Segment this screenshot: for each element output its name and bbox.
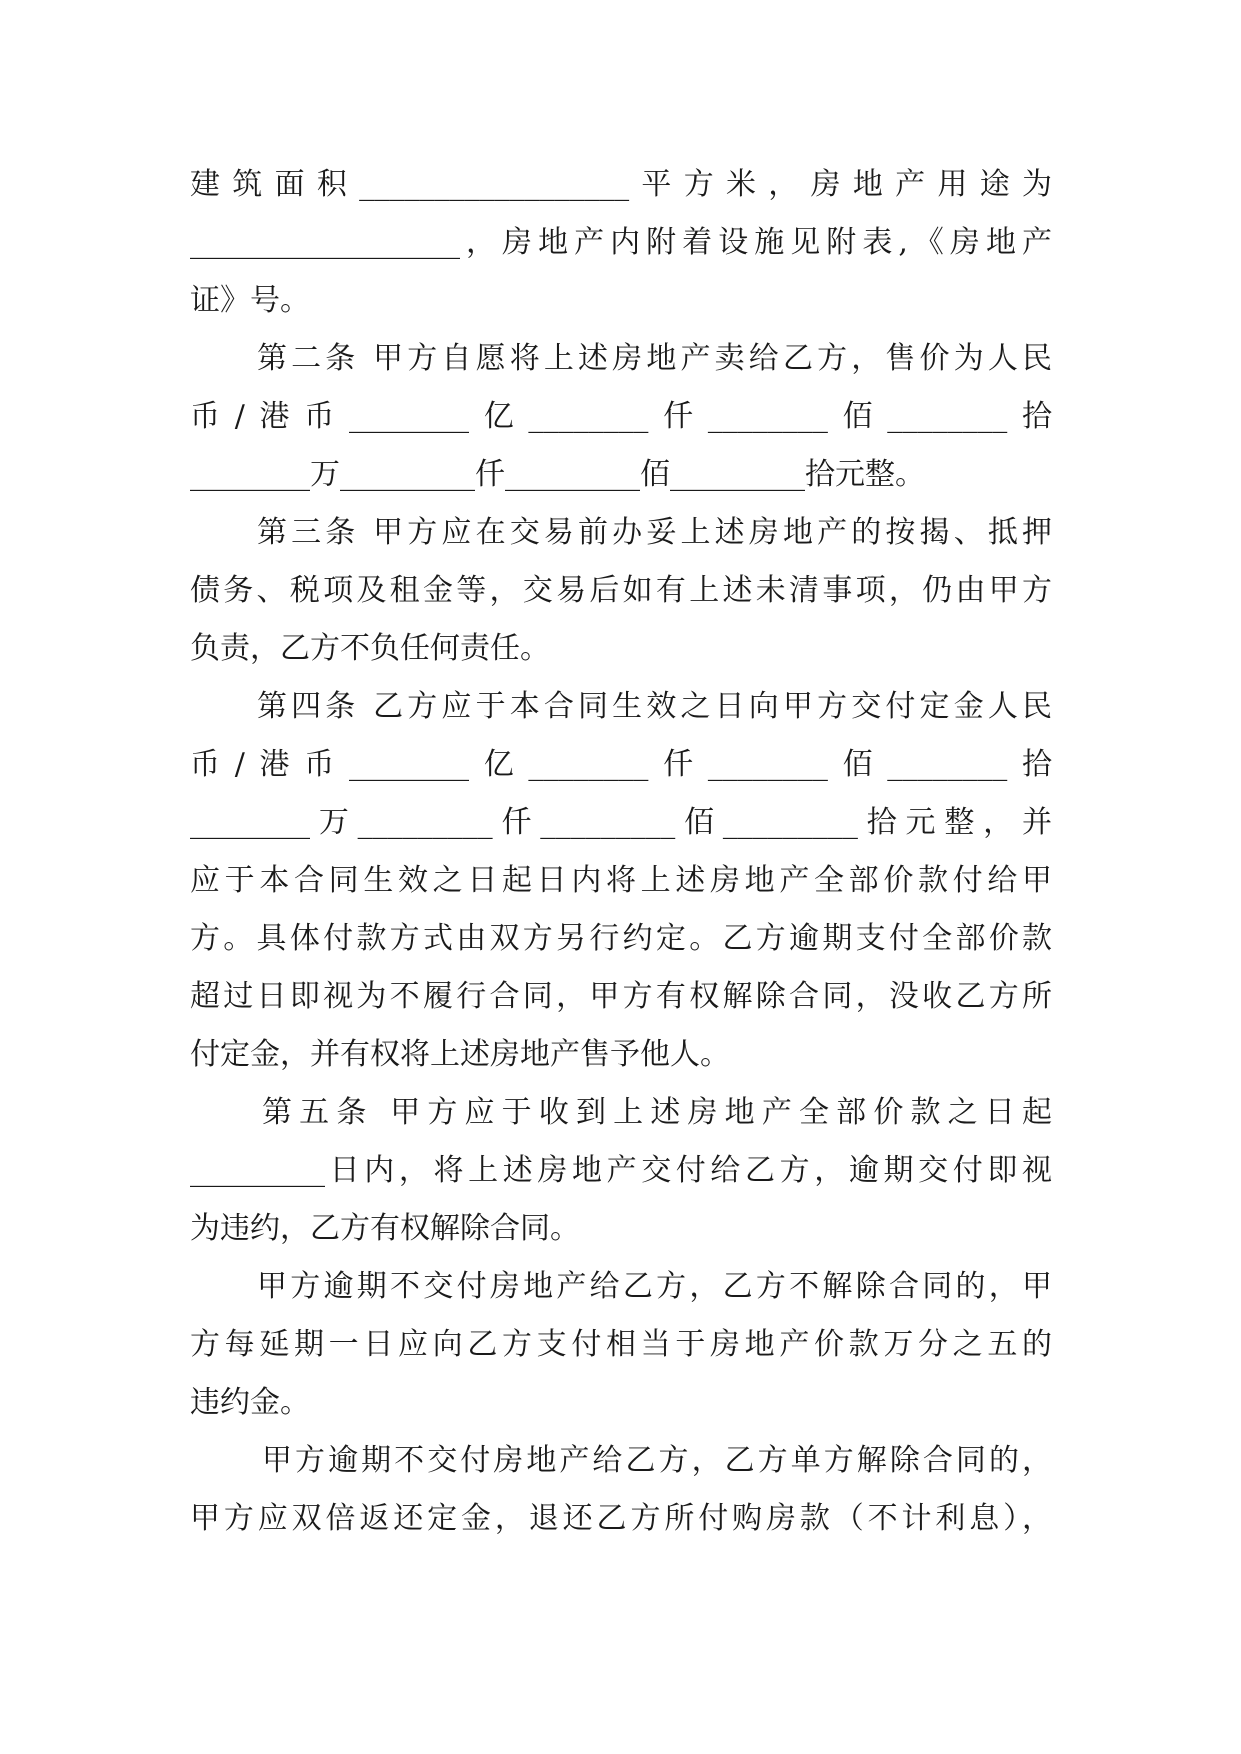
text-line: 方每延期一日应向乙方支付相当于房地产价款万分之五的 xyxy=(190,1327,1052,1362)
text-line: 负责，乙方不负任何责任。 xyxy=(190,631,550,666)
text-line: 付定金，并有权将上述房地产售予他人。 xyxy=(190,1037,730,1072)
text-line: _________日内，将上述房地产交付给乙方，逾期交付即视 xyxy=(190,1153,1052,1188)
text-line: 超过日即视为不履行合同，甲方有权解除合同，没收乙方所 xyxy=(190,979,1052,1014)
text-line: 违约金。 xyxy=(190,1385,310,1420)
text-line: 方。具体付款方式由双方另行约定。乙方逾期支付全部价款 xyxy=(190,921,1052,956)
article-3-heading-line: 第三条 甲方应在交易前办妥上述房地产的按揭、抵押 xyxy=(257,515,1052,550)
text-line: ________万_________仟_________佰_________拾元整，并 xyxy=(190,805,1052,840)
text-line: 甲方应双倍返还定金，退还乙方所付购房款（不计利息）， xyxy=(190,1501,1052,1536)
text-line: 币/港币________亿________仟________佰________拾 xyxy=(190,399,1052,434)
text-line: 应于本合同生效之日起日内将上述房地产全部价款付给甲 xyxy=(190,863,1052,898)
text-line: 建筑面积__________________平方米，房地产用途为 xyxy=(190,167,1052,202)
paragraph-line: 甲方逾期不交付房地产给乙方，乙方不解除合同的，甲 xyxy=(257,1269,1052,1304)
text-line: 币/港币________亿________仟________佰________拾 xyxy=(190,747,1052,782)
article-4-heading-line: 第四条 乙方应于本合同生效之日向甲方交付定金人民 xyxy=(257,689,1052,724)
text-line: ________万_________仟_________佰_________拾元整。 xyxy=(190,457,925,492)
article-2-heading-line: 第二条 甲方自愿将上述房地产卖给乙方，售价为人民 xyxy=(257,341,1052,376)
paragraph-line: 甲方逾期不交付房地产给乙方，乙方单方解除合同的， xyxy=(262,1443,1052,1478)
text-line: 为违约，乙方有权解除合同。 xyxy=(190,1211,580,1246)
text-line: __________________，房地产内附着设施见附表,《房地产 xyxy=(190,225,1052,260)
text-line: 债务、税项及租金等，交易后如有上述未清事项，仍由甲方 xyxy=(190,573,1052,608)
text-line: 证》号。 xyxy=(190,283,310,318)
article-5-heading-line: 第五条 甲方应于收到上述房地产全部价款之日起 xyxy=(262,1095,1052,1130)
